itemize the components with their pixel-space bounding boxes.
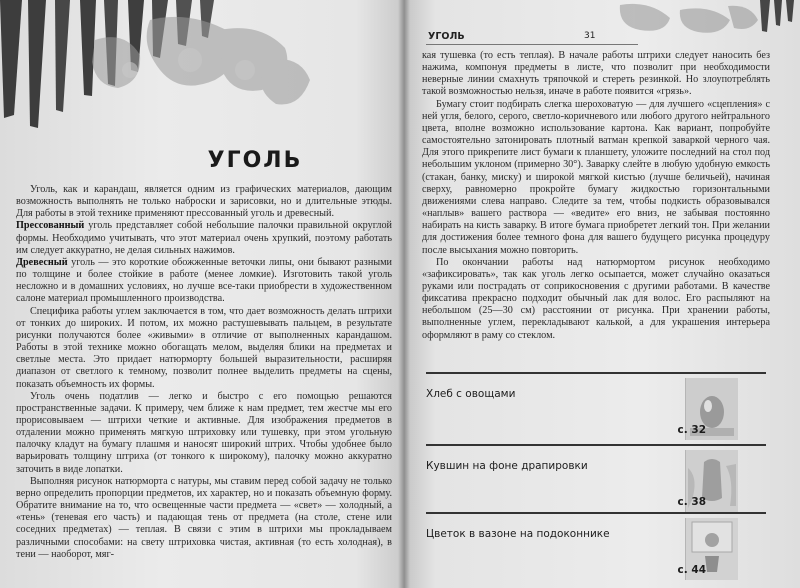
paragraph: Выполняя рисунок натюрморта с натуры, мы ставим перед собой задачу не только верно определить пропорции предметов, их характер, но и показать объемную форму. Обратите внимание на то, что освещенные части предмета — «свет» — холодный, а «тень» (теневая его часть) и падающая тень от предмета (на столе, стене или соседних предметах) — теплая. В связи с этим в штрихи мы прокладываем различными способами: на свету штриховка чистая, активная (то есть холодная), в тени — наоборот, мяг- <box>16 475 392 560</box>
header-rule <box>426 44 638 45</box>
paragraph: кая тушевка (то есть теплая). В начале работы штрихи следует наносить без нажима, компонуя предметы в листе, что позволит при необходимости неверные линии смахнуть тряпочкой и стереть резинкой. Но злоупотреблять такой возможностью нельзя, иначе в работе появится «грязь». <box>422 50 770 98</box>
toc-divider <box>426 372 766 374</box>
charcoal-sticks-illustration <box>0 0 404 130</box>
term-wood: Древесный <box>16 256 68 268</box>
book-gutter <box>398 0 410 588</box>
toc-title: Кувшин на фоне драпировки <box>426 460 588 472</box>
right-body-text <box>422 50 770 342</box>
paragraph <box>16 257 392 306</box>
paragraph-text: уголь — это короткие обожженные веточки липы, они бывают разными по толщине и более стойкие в работе (менее ломкие). Изготовить такой уголь несложно и в домашних условиях, но лучше все-таки приобрести в художественном салоне материал промышленного производства. <box>16 256 393 305</box>
page-number: 31 <box>584 31 596 41</box>
right-page <box>404 0 800 588</box>
chapter-title: УГОЛЬ <box>207 148 303 173</box>
toc-entry[interactable] <box>426 512 766 584</box>
left-body-text <box>16 184 392 561</box>
toc-entry[interactable] <box>426 372 766 444</box>
toc-page-number: с. 38 <box>677 496 706 508</box>
paragraph: Бумагу стоит подбирать слегка шероховатую — для лучшего «сцепления» с ней угля, белого, серого, светло-коричневого или любого другого нейтрального цвета, вполне возможно использование картона. Как вариант, попробуйте самостоятельно затонировать плотный ватман крепкой заваркой черного чая. Для этого прикрепите лист бумаги к планшету, уложите последний на стол под небольшим уклоном (примерно 30°). Заварку слейте в любую удобную емкость (стакан, банку, миску) и широкой мягкой кистью (лучше беличьей), начиная сверху, равномерно прокройте бумагу жидкостью горизонтальными движениями слева направо. Следите за тем, чтобы подкисть образовывался «наплыв» вашего раствора — «ведите» его вниз, не забывая постоянно набирать на кисть заварку. В итоге бумага приобретет легкий тон. При желании для достижения более темного фона для вашего будущего рисунка процедуру после высыхания можно повторить. <box>422 98 770 256</box>
toc-page-number: с. 44 <box>677 564 706 576</box>
running-head: УГОЛЬ <box>428 31 465 42</box>
paragraph <box>16 220 392 256</box>
toc-page-number: с. 32 <box>677 424 706 436</box>
paragraph: Специфика работы углем заключается в том, что дает возможность делать штрихи от тонких до широких. И потом, их можно растушевывать пальцем, в результате рисунки получаются более «живыми» в отличие от выполненных карандашом. Работы в этой технике можно обогащать мелом, выделяя блики на предметах и светлые места. Это придает натюрморту большей выразительности, расширяя диапазон от светлого к темному, позволит полнее выделить предметы на сцены, показать объемность их формы. <box>16 305 392 390</box>
toc-title: Хлеб с овощами <box>426 388 516 400</box>
paragraph: По окончании работы над натюрмортом рисунок необходимо «зафиксировать», так как уголь легко осыпается, может случайно оказаться руками или пострадать от соприкосновения с другими работами. В качестве фиксатива прекрасно подходит обычный лак для волос. Его распыляют на небольшом (25—30 см) расстоянии от рисунка. При хранении работы, выполненные углем, перекладывают калькой, а для украшения интерьера оформляют в раму со стеклом. <box>422 256 770 341</box>
toc-divider <box>426 512 766 514</box>
paragraph-text: уголь представляет собой небольшие палочки правильной округлой формы. Необходимо учитывать, что этот материал очень хрупкий, поэтому работать им следует аккуратно, не делая сильных нажимов. <box>16 220 392 256</box>
toc-divider <box>426 444 766 446</box>
paragraph: Уголь очень податлив — легко и быстро с его помощью решаются пространственные задачи. К примеру, чем ближе к нам предмет, тем жестче мы его прорисовываем — штрихи четкие и активные. Для изображения предметов в отдалении можно применять мягкую штриховку или тушевку, при этом угольную палочку кладут на бумагу плашмя и наносят широкий штрих. Чтобы удобнее было варьировать толщину штриха (от тонкого к широкому), палочку можно аккуратно заточить в виде лопатки. <box>16 390 392 475</box>
paragraph: Уголь, как и карандаш, является одним из графических материалов, дающим возможность выполнять не только наброски и зарисовки, но и длительные этюды. Для работы в этой технике применяют прессованный уголь и древесный. <box>16 184 392 220</box>
toc-title: Цветок в вазоне на подоконнике <box>426 528 610 540</box>
toc-entry[interactable] <box>426 444 766 516</box>
term-pressed: Прессованный <box>16 220 85 232</box>
charcoal-sticks-illustration-right <box>610 0 800 40</box>
